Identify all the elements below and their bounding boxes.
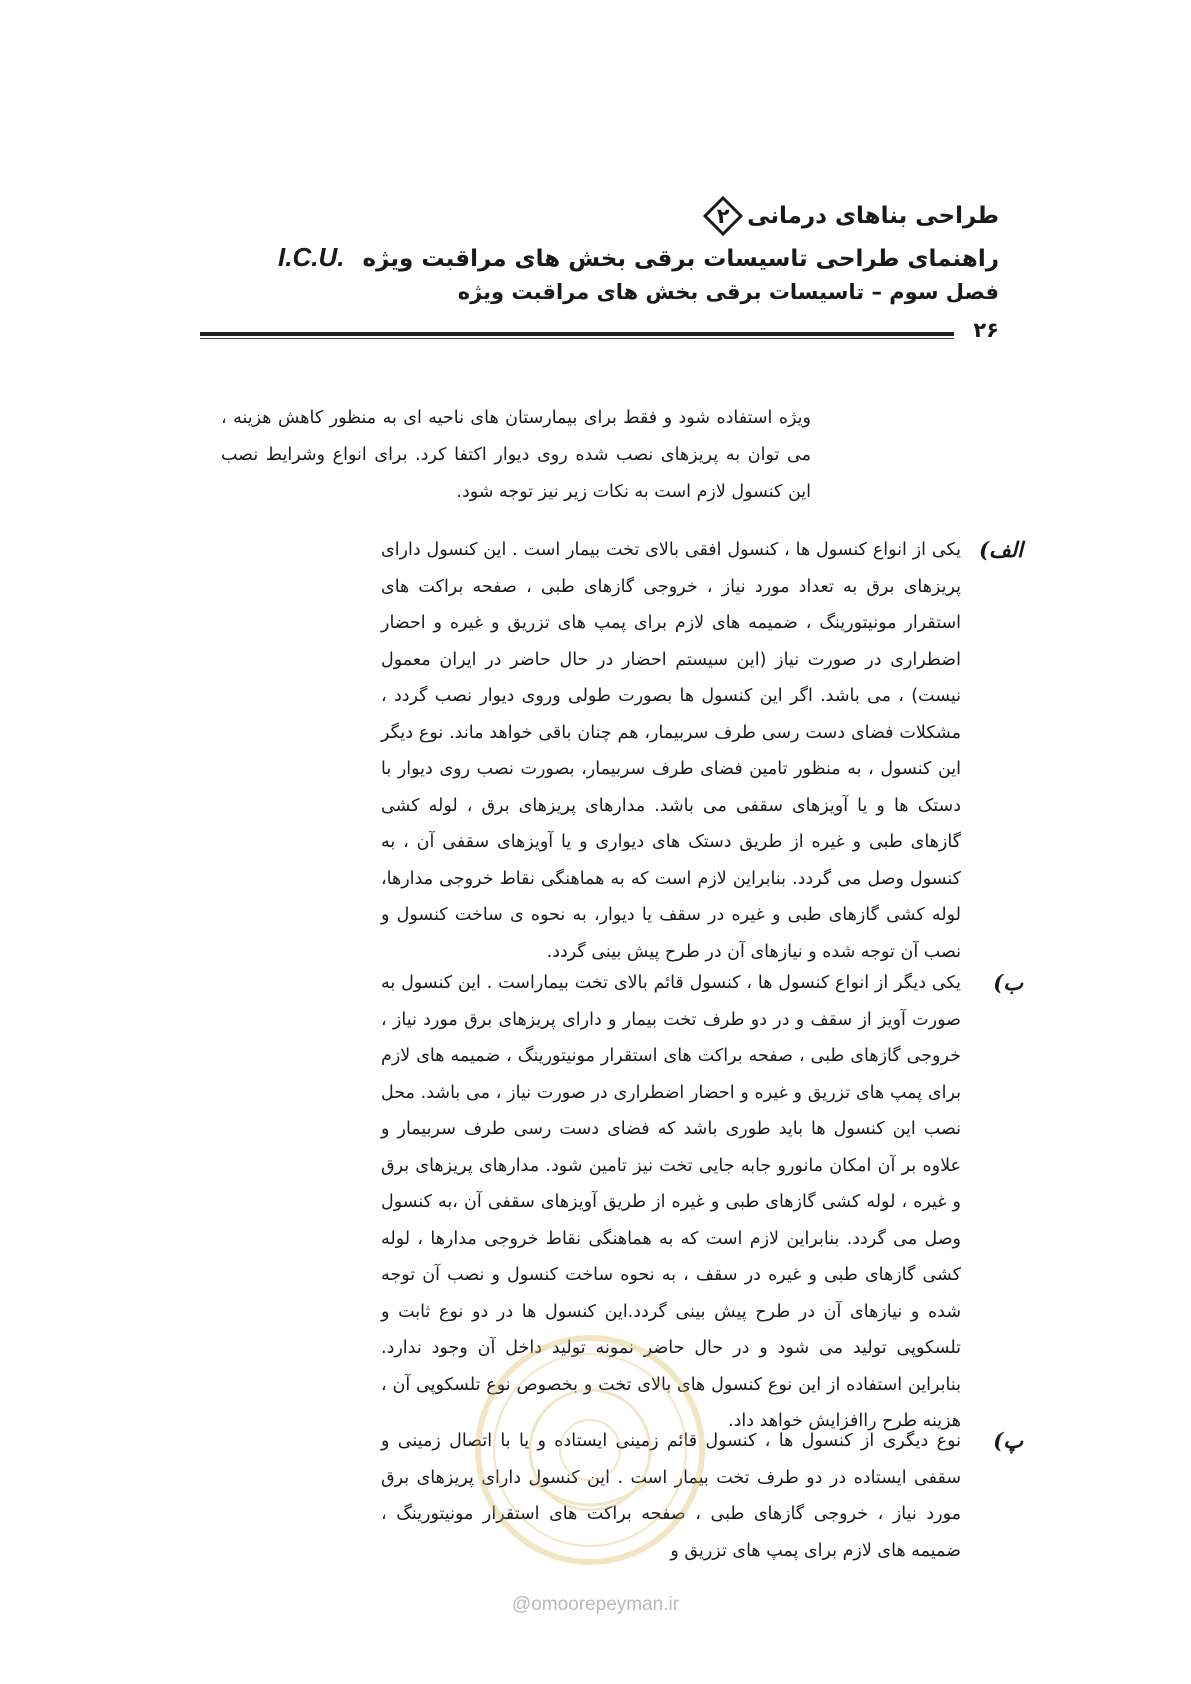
header-rule — [200, 332, 954, 339]
series-title: طراحی بناهای درمانی — [747, 203, 999, 229]
watermark-url: @omoorepeyman.ir — [511, 1594, 680, 1615]
guide-title: راهنمای طراحی تاسیسات برقی بخش های مراقبت ویژه — [362, 246, 999, 272]
list-item-text: یکی دیگر از انواع کنسول ها ، کنسول قائم بالای تخت بیماراست . این کنسول به صورت آویز از سقف و در دو طرف تخت بیمار و دارای پریزهای برق مورد نیاز ، خروجی گازهای طبی ، صفحه براکت های استقرار مونیتورینگ ، ضمیمه های لازم برای پمپ های تزریق و غیره و احضار اضطراری در صورت نیاز ، می باشد. محل نصب این کنسول ها باید طوری باشد که فضای دست رسی طرف سربیمار و علاوه بر آن امکان مانورو جابه جایی تخت نیز تامین شود. مدارهای پریزهای برق و غیره ، لوله کشی گازهای طبی و غیره از طریق آویزهای سقفی آن ،به کنسول وصل می گردد. بنابراین لازم است که به هماهنگی نقاط خروجی مدارها ، لوله کشی گازهای طبی و غیره در سقف ، به نحوه ساخت کنسول و نصب آن توجه شده و نیازهای آن در طرح پیش بینی گردد.این کنسول ها در دو نوع ثابت و تلسکوپی تولید می شود و در حال حاضر نمونه تولید داخل آن وجود ندارد. بنابراین استفاده از این نوع کنسول های بالای تخت و بخصوص نوع تلسکوپی آن ، هزینه طرح راافزایش خواهد داد. — [381, 973, 961, 1431]
list-item-text: یکی از انواع کنسول ها ، کنسول افقی بالای تخت بیمار است . این کنسول دارای پریزهای برق به تعداد مورد نیاز ، خروجی گازهای طبی ، صفحه براکت های استقرار مونیتورینگ ، ضمیمه های لازم برای پمپ های تزریق و غیره و احضار اضطراری در صورت نیاز (این سیستم احضار در حال حاضر در ایران معمول نیست) ، می باشد. اگر این کنسول ها بصورت طولی وروی دیوار نصب گردد ، مشکلات فضای دست رسی طرف سربیمار، هم چنان باقی خواهد ماند. نوع دیگر این کنسول ، به منظور تامین فضای طرف سربیمار، بصورت نصب روی دیوار با دستک ها و یا آویزهای سقفی می باشد. مدارهای پریزهای برق ، لوله کشی گازهای طبی و غیره از طریق دستک های دیواری و یا آویزهای سقفی آن ، به کنسول وصل می گردد. بنابراین لازم است که به هماهنگی نقاط خروجی مدارها، لوله کشی گازهای طبی و غیره در سقف یا دیوار، به نحوه ی ساخت کنسول و نصب آن توجه شده و نیازهای آن در طرح پیش بینی گردد. — [381, 540, 961, 962]
page-number: ۲۶ — [973, 318, 999, 342]
list-item-marker: الف) — [979, 537, 1023, 562]
watermark-seal-icon — [470, 1330, 710, 1570]
header-rule-thick — [200, 332, 954, 336]
list-item-text: نوع دیگری از کنسول ها ، کنسول قائم زمینی ایستاده و یا با اتصال زمینی و سقفی ایستاده در دو طرف تخت بیمار است . این کنسول دارای پریزهای برق مورد نیاز ، خروجی گازهای طبی ، صفحه براکت های استقرار مونیتورینگ ، ضمیمه های لازم برای پمپ های تزریق و — [381, 1431, 961, 1561]
intro-paragraph: ویژه استفاده شود و فقط برای بیمارستان های ناحیه ای به منظور کاهش هزینه ، می توان به پریزهای نصب شده روی دیوار اکتفا کرد. برای انواع وشرایط نصب این کنسول لازم است به نکات زیر نیز توجه شود. — [221, 407, 811, 502]
list-item-marker: ب) — [993, 970, 1023, 995]
series-title-line — [199, 196, 999, 236]
list-item-a — [381, 532, 1023, 970]
guide-abbr: I.C.U. — [278, 242, 345, 272]
volume-number: ۲ — [716, 204, 730, 228]
header-rule-thin — [200, 338, 954, 339]
page-header — [199, 196, 999, 309]
volume-badge-icon — [703, 196, 743, 236]
chapter-title: فصل سوم – تاسیسات برقی بخش های مراقبت ویژه — [457, 280, 999, 304]
list-item-marker: پ) — [993, 1428, 1023, 1453]
guide-title-line — [199, 239, 999, 275]
